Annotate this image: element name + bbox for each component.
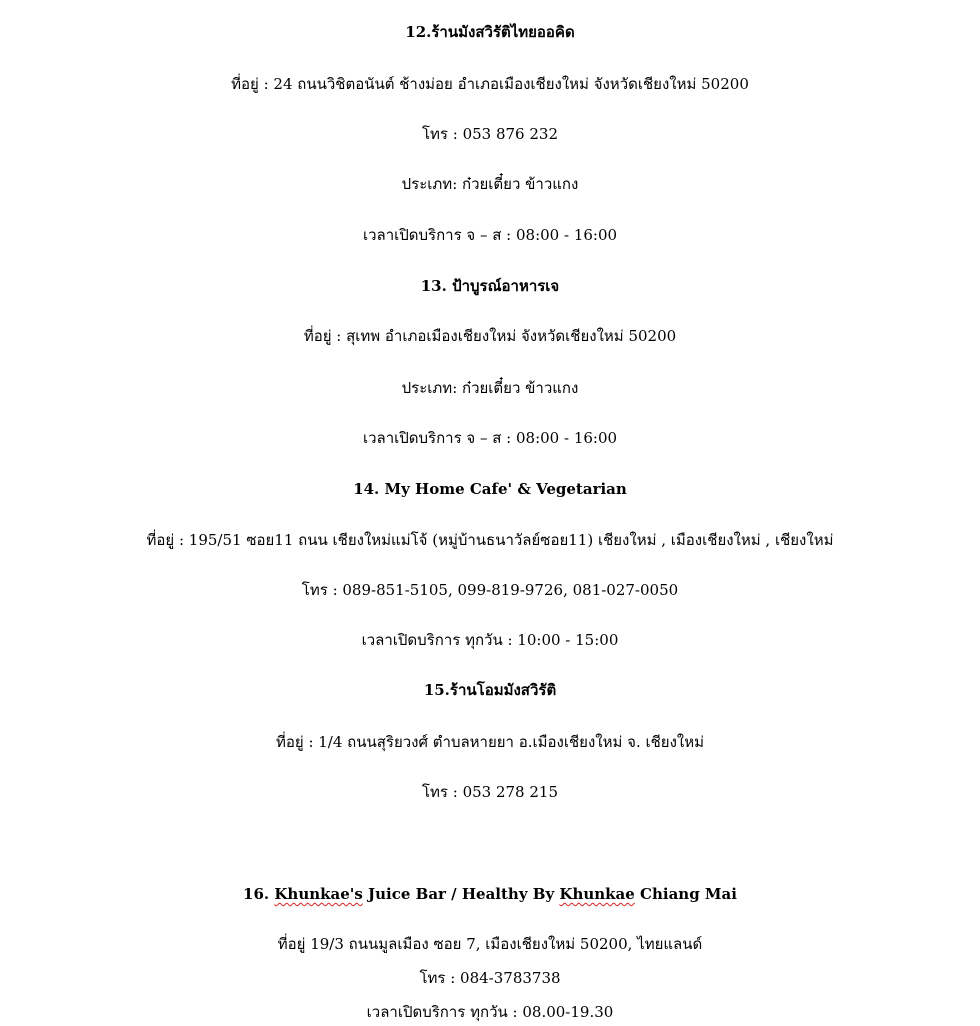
restaurant-14-hours: เวลาเปิดบริการ ทุกวัน : 10:00 - 15:00 <box>361 631 619 649</box>
restaurant-14-title: 14. My Home Cafe' & Vegetarian <box>353 480 627 498</box>
restaurant-13-address: ที่อยู่ : สุเทพ อำเภอเมืองเชียงใหม่ จังหวัดเชียงใหม่ 50200 <box>303 327 677 345</box>
restaurant-12-phone: โทร : 053 876 232 <box>421 125 559 143</box>
title-prefix: 16. <box>243 885 275 903</box>
restaurant-14-address: ที่อยู่ : 195/51 ซอย11 ถนน เชียงใหม่แม่โจ้ (หมู่บ้านธนาวัลย์ซอย11) เชียงใหม่ , เมืองเชียงใหม่ , เชียงใหม่ <box>146 531 834 549</box>
spellcheck-word: Khunkae's <box>274 885 363 903</box>
restaurant-15-address: ที่อยู่ : 1/4 ถนนสุริยวงศ์ ตำบลหายยา อ.เมืองเชียงใหม่ จ. เชียงใหม่ <box>275 733 705 751</box>
spellcheck-word: Khunkae <box>559 885 635 903</box>
restaurant-14-phone: โทร : 089-851-5105, 099-819-9726, 081-027-0050 <box>301 581 679 599</box>
restaurant-12-category: ประเภท: ก๋วยเตี๋ยว ข้าวแกง <box>401 175 579 193</box>
restaurant-15-phone: โทร : 053 278 215 <box>421 783 559 801</box>
restaurant-12-title: 12.ร้านมังสวิรัติไทยออคิด <box>405 23 575 41</box>
restaurant-16-address: ที่อยู่ 19/3 ถนนมูลเมือง ซอย 7, เมืองเชียงใหม่ 50200, ไทยแลนด์ <box>277 935 703 953</box>
restaurant-13-hours: เวลาเปิดบริการ จ – ส : 08:00 - 16:00 <box>362 429 618 447</box>
restaurant-12-hours: เวลาเปิดบริการ จ – ส : 08:00 - 16:00 <box>362 226 618 244</box>
restaurant-16-title <box>0 883 980 905</box>
title-suffix: Chiang Mai <box>634 885 737 903</box>
restaurant-13-category: ประเภท: ก๋วยเตี๋ยว ข้าวแกง <box>401 379 579 397</box>
title-middle: Juice Bar / Healthy By <box>362 885 560 903</box>
restaurant-12-address: ที่อยู่ : 24 ถนนวิชิตอนันต์ ช้างม่อย อำเภอเมืองเชียงใหม่ จังหวัดเชียงใหม่ 50200 <box>231 75 749 93</box>
restaurant-15-title: 15.ร้านโอมมังสวิรัติ <box>423 681 557 699</box>
restaurant-16-hours: เวลาเปิดบริการ ทุกวัน : 08.00-19.30 <box>366 1003 614 1021</box>
restaurant-13-title: 13. ป้าบูรณ์อาหารเจ <box>420 277 560 295</box>
restaurant-16-phone: โทร : 084-3783738 <box>419 969 561 987</box>
